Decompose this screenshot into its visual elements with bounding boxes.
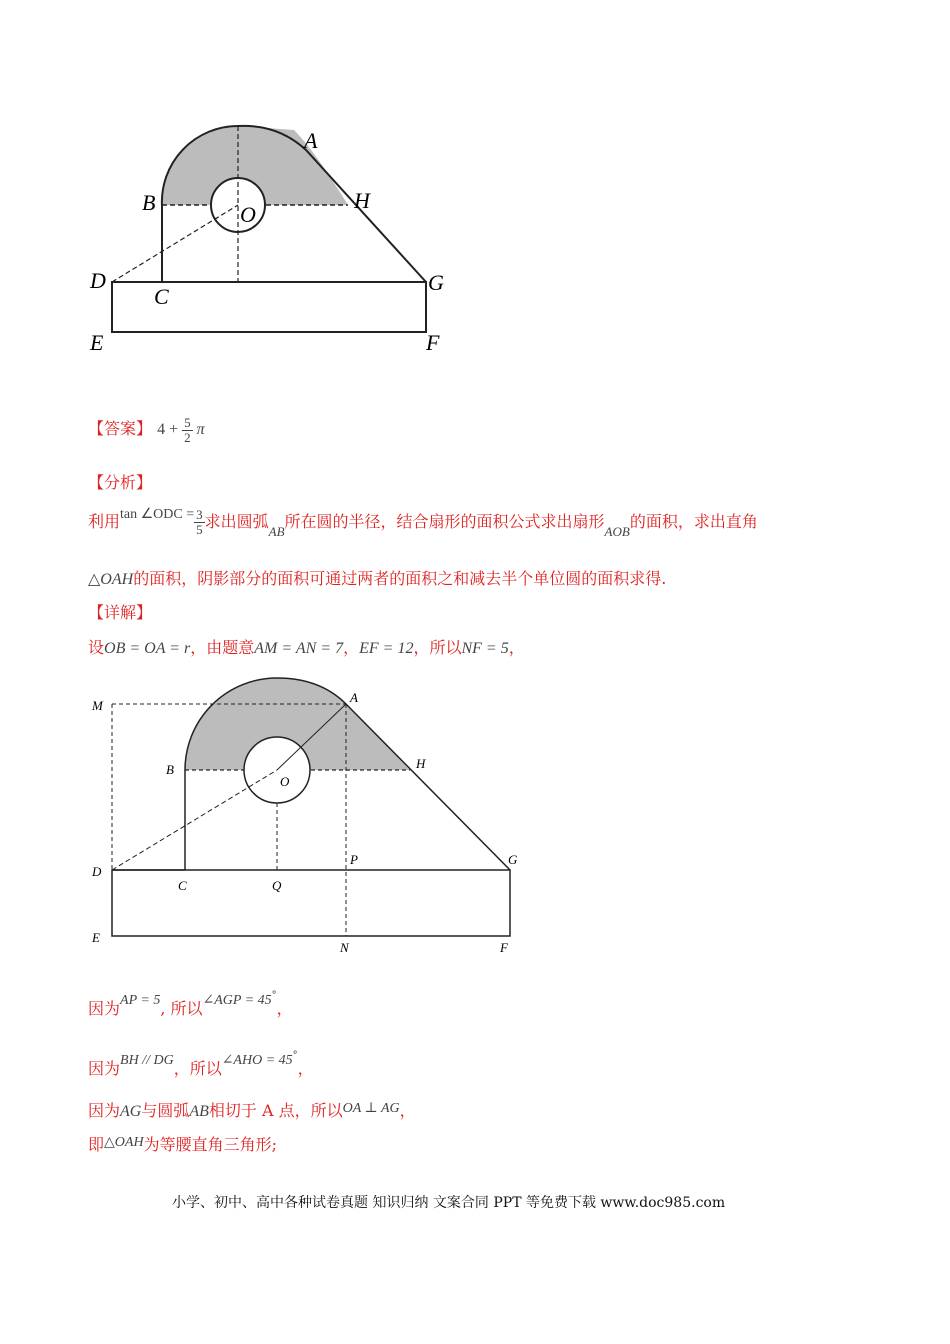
- label-f-2: F: [500, 940, 508, 955]
- detail-tag: 【详解】: [88, 603, 153, 622]
- label-e-2: E: [92, 930, 100, 945]
- label-c-2: C: [178, 878, 187, 893]
- label-d-2: D: [92, 864, 102, 879]
- label-q-2: Q: [272, 878, 282, 893]
- label-n-2: N: [340, 940, 349, 955]
- label-d: D: [90, 268, 106, 293]
- page-footer: 小学、初中、高中各种试卷真题 知识归纳 文案合同 PPT 等免费下载 www.doc985.com: [172, 1195, 726, 1211]
- figure-1-diagram: [80, 110, 460, 360]
- label-c: C: [154, 284, 169, 309]
- rect-defg-2: [112, 870, 510, 936]
- step-line-4: 即△OAH为等腰直角三角形;: [88, 1135, 277, 1154]
- answer-tag: 【答案】: [88, 419, 153, 439]
- label-f: F: [426, 330, 440, 355]
- label-g: G: [428, 270, 444, 295]
- label-p-2: P: [350, 852, 358, 867]
- label-a: A: [304, 128, 318, 153]
- label-h-2: H: [416, 756, 426, 771]
- figure-2-diagram: [80, 670, 530, 960]
- label-a-2: A: [350, 690, 358, 705]
- analysis-tag: 【分析】: [88, 473, 153, 492]
- line-do-2: [112, 770, 277, 870]
- label-h: H: [354, 188, 370, 213]
- step-line-2: 因为BH // DG，所以∠AHO = 45°，: [88, 1050, 314, 1078]
- analysis-line-1: 利用tan ∠ODC = $\frac{3}{5}$ 求出圆弧$_{AB}$所在圆的半径，结合扇形的面积公式求出扇形$_{AOB}$的面积，求出直角: [88, 507, 758, 539]
- step-line-1: 因为AP = 5, 所以∠AGP = 45°，: [88, 990, 293, 1018]
- step-line-3: 因为AG与圆弧AB相切于 A 点，所以OA ⊥ AG，: [88, 1101, 416, 1120]
- answer-line: [88, 416, 205, 445]
- analysis-line-2: △OAH的面积，阴影部分的面积可通过两者的面积之和减去半个单位圆的面积求得.: [88, 569, 667, 588]
- label-o: O: [240, 202, 256, 227]
- label-m-2: M: [92, 698, 103, 713]
- label-o-2: O: [280, 774, 290, 789]
- detail-line-1: 设OB = OA = r，由题意AM = AN = 7，EF = 12，所以NF = 5，: [88, 638, 525, 657]
- label-e: E: [90, 330, 104, 355]
- label-g-2: G: [508, 852, 518, 867]
- label-b-2: B: [166, 762, 174, 777]
- answer-expr: 4 + $\frac{5}{2}$ π: [157, 415, 205, 445]
- label-b: B: [142, 190, 156, 215]
